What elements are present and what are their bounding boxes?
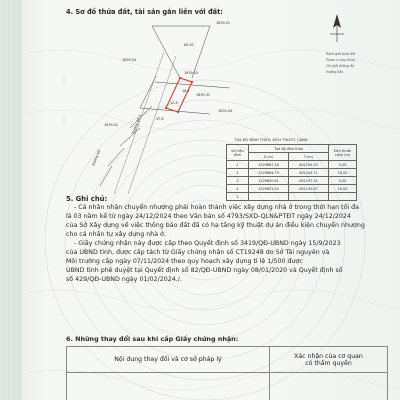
table-row — [227, 193, 357, 201]
changes-col-confirm — [270, 347, 388, 373]
changes-col-content: Nội dung thay đổi và cơ sở pháp lý — [67, 347, 270, 373]
coord-header-length: Kích thước cạnh (m) — [329, 145, 357, 161]
note-line: - Cá nhân nhận chuyển nhượng phải hoàn thành việc xây dựng nhà ở trong thời hạn tối đa — [74, 204, 360, 211]
coord-cell: 5,00 — [329, 177, 357, 185]
map-label-j: 37.6 — [156, 117, 164, 121]
coord-cell: 16,00 — [329, 185, 357, 193]
map-label-f: Đường sỏi — [91, 149, 102, 167]
coord-cell: 4 — [227, 185, 249, 193]
coord-cell: 2 — [227, 169, 249, 177]
coord-cell: 3 — [227, 177, 249, 185]
coord-cell: 1529651.92 — [249, 185, 289, 193]
coord-cell: 1 — [227, 193, 249, 201]
note-line: số 429/QĐ-UBND ngày 01/02/2024./. — [66, 276, 182, 283]
changes-cell-confirm — [270, 373, 388, 400]
map-label-b: 1839.53 — [184, 71, 199, 75]
note-line: UBND tỉnh phê duyệt tại Quyết định số 82/QĐ-UBND ngày 08/01/2020 và Quyết định số — [66, 267, 343, 274]
changes-col-confirm-line1: Xác nhận của cơ quan — [294, 352, 363, 360]
coord-cell: 601204.71 — [289, 169, 329, 177]
coord-cell: 601197.32 — [289, 177, 329, 185]
coord-header-y: Y (m) — [289, 153, 329, 161]
changes-col-confirm-line2: có thẩm quyền — [305, 359, 352, 367]
coord-cell: 601200.29 — [289, 161, 329, 169]
map-label-e: 1839.41 — [104, 123, 119, 127]
coord-cell: 16,00 — [329, 169, 357, 177]
legend-item-1: Ranh giới thửa đất — [326, 52, 356, 56]
legend-item-2: Phạm vi xây dựng — [326, 58, 355, 62]
coord-cell: 1529650.61 — [249, 177, 289, 185]
map-label-g: 18.2 — [182, 89, 190, 93]
coord-cell: 1529667.18 — [249, 161, 289, 169]
note-line: của Sở Xây dựng về việc thông báo đất đã có hạ tầng kỹ thuật dự án điều kiện chuyển nhượng — [66, 222, 365, 229]
table-row — [67, 373, 388, 400]
coord-cell — [249, 193, 289, 201]
coord-cell: 601192.67 — [289, 185, 329, 193]
note-line: Môi trường cấp ngày 07/11/2024 theo quy hoạch xây dựng tỉ lệ 1/500 được — [66, 258, 303, 265]
map-label-c: 1839.31 — [196, 93, 211, 97]
section5-heading: 5. Ghi chú: — [66, 195, 108, 203]
map-label-a: 1839.54 — [122, 58, 137, 62]
changes-table — [66, 346, 388, 400]
road-label: Đường DT 3 — [131, 114, 143, 135]
map-label-i: 60.00 — [184, 43, 194, 47]
coord-cell — [289, 193, 329, 201]
north-arrow-icon — [324, 12, 350, 46]
coord-header-x: X (m) — [249, 153, 289, 161]
table-row — [227, 185, 357, 193]
note-line: - Giấy chứng nhận này được cấp theo Quyết định số 3419/QĐ-UBND ngày 15/9/2023 — [74, 240, 341, 247]
coord-table — [226, 144, 357, 201]
note-line: của UBND tỉnh, được cấp tách từ Giấy chứng nhận số CT19248 do Sở Tài nguyên và — [66, 249, 330, 256]
note-line: cho cá nhân tự xây dựng nhà ở. — [66, 231, 166, 238]
coord-header-point: Số hiệu đỉnh — [227, 145, 249, 161]
legend-item-4: Hướng Bắc — [326, 70, 344, 74]
coord-subheader: Tọa độ đỉnh thửa — [249, 145, 329, 153]
coord-cell — [329, 193, 357, 201]
section6-heading: 6. Những thay đổi sau khi cấp Giấy chứng nhận: — [66, 335, 239, 343]
note-line: là 03 năm kể từ ngày 24/12/2024 theo Văn bản số 4793/SXD-QLN&PTĐT ngày 24/12/2024 — [66, 213, 351, 220]
coord-cell: 5,00 — [329, 161, 357, 169]
coord-cell: 1529664.79 — [249, 169, 289, 177]
table-row — [227, 169, 357, 177]
coord-table-title: TỌA ĐỘ ĐỈNH THỬA, KÍCH THƯỚC CẠNH — [234, 138, 308, 142]
map-label-top: 1839.51 — [216, 21, 231, 25]
map-label-d: 1839.44 — [218, 109, 233, 113]
table-row — [227, 177, 357, 185]
changes-cell-content — [67, 373, 270, 400]
legend-item-3: Chỉ giới đường đỏ — [326, 64, 354, 68]
section4-heading: 4. Sơ đồ thửa đất, tài sản gắn liền với đất: — [66, 8, 223, 16]
map-label-h: 12.3 — [170, 101, 178, 105]
table-row — [227, 161, 357, 169]
coord-cell: 1 — [227, 161, 249, 169]
